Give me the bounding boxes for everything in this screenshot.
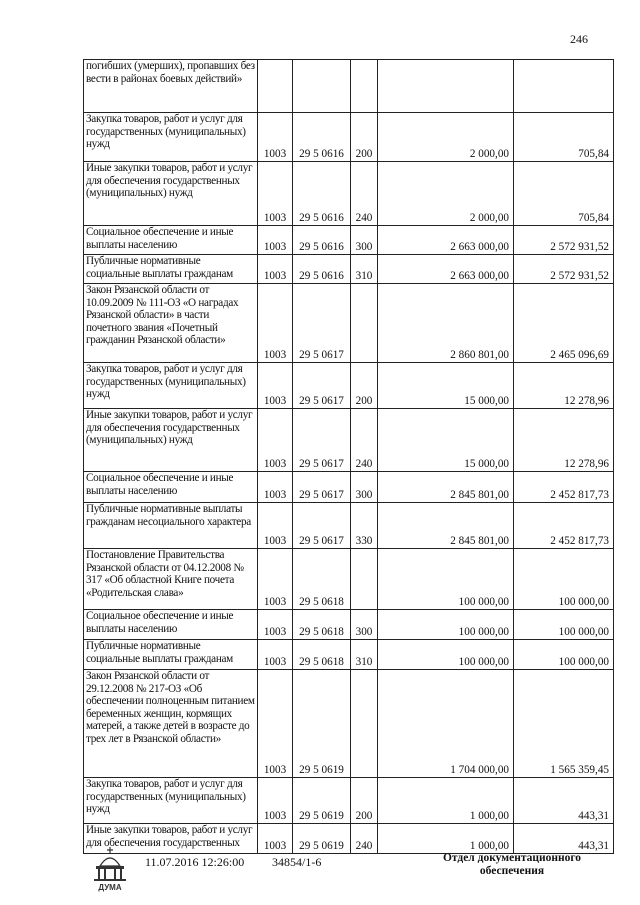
cell-c: 200 [351, 778, 378, 824]
cell-d: 2 845 801,00 [378, 472, 514, 503]
cell-b: 29 5 0618 [293, 610, 351, 640]
table-row [84, 409, 614, 472]
cell-b: 29 5 0617 [293, 284, 351, 363]
cell-a: 1003 [258, 409, 293, 472]
cell-name: Закон Рязанской области от 29.12.2008 № 217-ОЗ «Об обеспечении полноценным питанием беременных женщин, кормящих матерей, а также детей в возрасте до трех лет в Рязанской области» [84, 670, 258, 778]
cell-c: 300 [351, 472, 378, 503]
cell-a: 1003 [258, 824, 293, 854]
cell-b: 29 5 0616 [293, 255, 351, 284]
table-row [84, 60, 614, 113]
cell-name: Иные закупки товаров, работ и услуг для обеспечения государственных (муниципальных) нужд [84, 162, 258, 226]
cell-name: Закупка товаров, работ и услуг для государственных (муниципальных) нужд [84, 363, 258, 409]
cell-d: 1 000,00 [378, 824, 514, 854]
cell-a: 1003 [258, 640, 293, 670]
cell-c: 330 [351, 503, 378, 549]
cell-c: 300 [351, 610, 378, 640]
cell-b: 29 5 0619 [293, 778, 351, 824]
table-row [84, 255, 614, 284]
page-number: 246 [570, 32, 588, 46]
cell-a: 1003 [258, 113, 293, 162]
cell-name: Закон Рязанской области от 10.09.2009 № 111-ОЗ «О наградах Рязанской области» в части почетного звания «Почетный гражданин Рязанской области» [84, 284, 258, 363]
cell-d [378, 60, 514, 113]
cell-b: 29 5 0618 [293, 640, 351, 670]
cell-name: Социальное обеспечение и иные выплаты населению [84, 472, 258, 503]
cell-a [258, 60, 293, 113]
cell-e: 2 572 931,52 [514, 255, 614, 284]
table-row [84, 503, 614, 549]
table-row [84, 670, 614, 778]
cell-name: Социальное обеспечение и иные выплаты населению [84, 610, 258, 640]
table-row [84, 640, 614, 670]
cell-b: 29 5 0617 [293, 409, 351, 472]
table-row [84, 162, 614, 226]
cell-name: Закупка товаров, работ и услуг для государственных (муниципальных) нужд [84, 113, 258, 162]
cell-d: 15 000,00 [378, 409, 514, 472]
cell-c [351, 60, 378, 113]
cell-d: 1 704 000,00 [378, 670, 514, 778]
cell-d: 2 860 801,00 [378, 284, 514, 363]
cell-a: 1003 [258, 549, 293, 610]
cell-e: 2 465 096,69 [514, 284, 614, 363]
cell-e: 443,31 [514, 778, 614, 824]
cell-c: 240 [351, 409, 378, 472]
cell-e: 12 278,96 [514, 363, 614, 409]
cell-a: 1003 [258, 162, 293, 226]
department-line-1: Отдел документационного [442, 852, 582, 864]
cell-e: 2 452 817,73 [514, 472, 614, 503]
cell-name: Иные закупки товаров, работ и услуг для обеспечения государственных (муниципальных) нужд [84, 409, 258, 472]
cell-d: 2 000,00 [378, 113, 514, 162]
cell-e: 705,84 [514, 113, 614, 162]
table-row [84, 610, 614, 640]
cell-d: 2 845 801,00 [378, 503, 514, 549]
cell-c: 200 [351, 363, 378, 409]
cell-a: 1003 [258, 255, 293, 284]
cell-c: 310 [351, 255, 378, 284]
cell-b: 29 5 0616 [293, 226, 351, 255]
cell-e: 100 000,00 [514, 610, 614, 640]
cell-d: 100 000,00 [378, 549, 514, 610]
cell-c: 240 [351, 162, 378, 226]
cell-b: 29 5 0617 [293, 363, 351, 409]
cell-b: 29 5 0617 [293, 503, 351, 549]
cell-b: 29 5 0619 [293, 824, 351, 854]
cell-b: 29 5 0616 [293, 162, 351, 226]
cell-d: 2 663 000,00 [378, 255, 514, 284]
budget-table [83, 59, 614, 854]
cell-a: 1003 [258, 363, 293, 409]
cell-b: 29 5 0617 [293, 472, 351, 503]
cell-a: 1003 [258, 226, 293, 255]
cell-a: 1003 [258, 284, 293, 363]
cell-a: 1003 [258, 472, 293, 503]
table-row [84, 113, 614, 162]
cell-e: 100 000,00 [514, 640, 614, 670]
cell-a: 1003 [258, 670, 293, 778]
footer-date: 11.07.2016 12:26:00 [145, 855, 245, 869]
cell-e: 443,31 [514, 824, 614, 854]
cell-e: 100 000,00 [514, 549, 614, 610]
cell-name: Публичные нормативные социальные выплаты гражданам [84, 640, 258, 670]
duma-logo-icon [88, 844, 132, 894]
cell-c: 310 [351, 640, 378, 670]
cell-d: 100 000,00 [378, 610, 514, 640]
cell-name: Социальное обеспечение и иные выплаты населению [84, 226, 258, 255]
footer-doc-number: 34854/1-6 [272, 855, 322, 869]
logo-caption: ДУМА [98, 883, 122, 892]
cell-e: 12 278,96 [514, 409, 614, 472]
cell-name: Закупка товаров, работ и услуг для государственных (муниципальных) нужд [84, 778, 258, 824]
cell-b: 29 5 0619 [293, 670, 351, 778]
cell-d: 2 000,00 [378, 162, 514, 226]
cell-d: 1 000,00 [378, 778, 514, 824]
cell-e: 705,84 [514, 162, 614, 226]
cell-a: 1003 [258, 778, 293, 824]
cell-b [293, 60, 351, 113]
cell-d: 100 000,00 [378, 640, 514, 670]
cell-name: Постановление Правительства Рязанской области от 04.12.2008 № 317 «Об областной Книге почета «Родительская слава» [84, 549, 258, 610]
cell-e: 2 452 817,73 [514, 503, 614, 549]
table-row [84, 363, 614, 409]
cell-e [514, 60, 614, 113]
cell-a: 1003 [258, 503, 293, 549]
cell-c [351, 284, 378, 363]
cell-a: 1003 [258, 610, 293, 640]
cell-b: 29 5 0616 [293, 113, 351, 162]
cell-name: Иные закупки товаров, работ и услуг для обеспечения государственных [84, 824, 258, 854]
department-line-2: обеспечения [479, 865, 545, 877]
cell-c [351, 670, 378, 778]
cell-d: 2 663 000,00 [378, 226, 514, 255]
table-row [84, 226, 614, 255]
cell-c: 200 [351, 113, 378, 162]
table-row [84, 549, 614, 610]
table-row [84, 284, 614, 363]
cell-e: 1 565 359,45 [514, 670, 614, 778]
table-row [84, 472, 614, 503]
cell-d: 15 000,00 [378, 363, 514, 409]
cell-e: 2 572 931,52 [514, 226, 614, 255]
cell-name: погибших (умерших), пропавших без вести в районах боевых действий» [84, 60, 258, 113]
cell-b: 29 5 0618 [293, 549, 351, 610]
footer [0, 844, 640, 904]
footer-department [432, 852, 592, 878]
cell-c [351, 549, 378, 610]
cell-name: Публичные нормативные выплаты гражданам несоциального характера [84, 503, 258, 549]
cell-c: 240 [351, 824, 378, 854]
cell-name: Публичные нормативные социальные выплаты гражданам [84, 255, 258, 284]
cell-c: 300 [351, 226, 378, 255]
table-row [84, 778, 614, 824]
